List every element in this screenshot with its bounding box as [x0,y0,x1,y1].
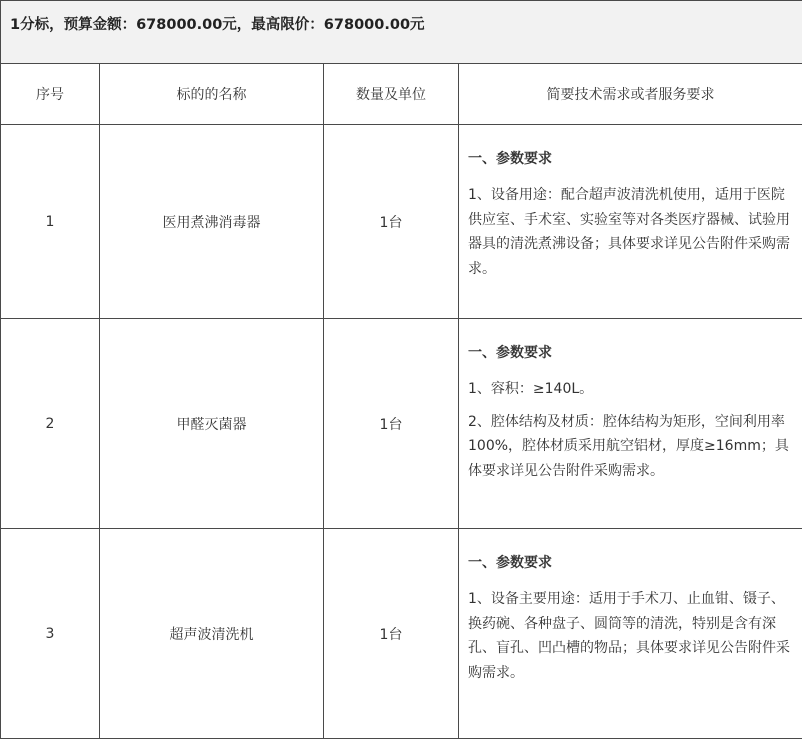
req-heading: 一、参数要求 [468,553,792,573]
row-requirements [459,529,802,739]
table-row [1,319,802,529]
title-cell [1,1,802,64]
table-row [1,529,802,739]
header-index: 序号 [1,64,100,125]
req-paragraph: 1、设备主要用途：适用于手术刀、止血钳、镊子、换药碗、各种盘子、圆筒等的清洗，特别是含有深孔、盲孔、凹凸槽的物品；具体要求详见公告附件采购需求。 [468,587,792,685]
row-requirements [459,125,802,319]
title-row [1,1,802,64]
row-name: 甲醛灭菌器 [100,319,324,529]
header-name: 标的的名称 [100,64,324,125]
row-requirements [459,319,802,529]
header-quantity: 数量及单位 [324,64,459,125]
row-index: 1 [1,125,100,319]
row-name: 超声波清洗机 [100,529,324,739]
lot-title: 1分标，预算金额：678000.00元，最高限价：678000.00元 [10,1,802,34]
req-paragraph: 1、容积：≥140L。 [468,377,792,402]
row-index: 2 [1,319,100,529]
req-heading: 一、参数要求 [468,149,792,169]
req-paragraph: 2、腔体结构及材质：腔体结构为矩形，空间利用率100%，腔体材质采用航空铝材，厚度≥16mm；具体要求详见公告附件采购需求。 [468,410,792,484]
row-name: 医用煮沸消毒器 [100,125,324,319]
req-heading: 一、参数要求 [468,343,792,363]
req-paragraph: 1、设备用途：配合超声波清洗机使用，适用于医院供应室、手术室、实验室等对各类医疗器械、试验用器具的清洗煮沸设备；具体要求详见公告附件采购需求。 [468,183,792,281]
header-row [1,64,802,125]
row-quantity: 1台 [324,529,459,739]
row-index: 3 [1,529,100,739]
row-quantity: 1台 [324,125,459,319]
header-requirements: 简要技术需求或者服务要求 [459,64,802,125]
row-quantity: 1台 [324,319,459,529]
table-row [1,125,802,319]
